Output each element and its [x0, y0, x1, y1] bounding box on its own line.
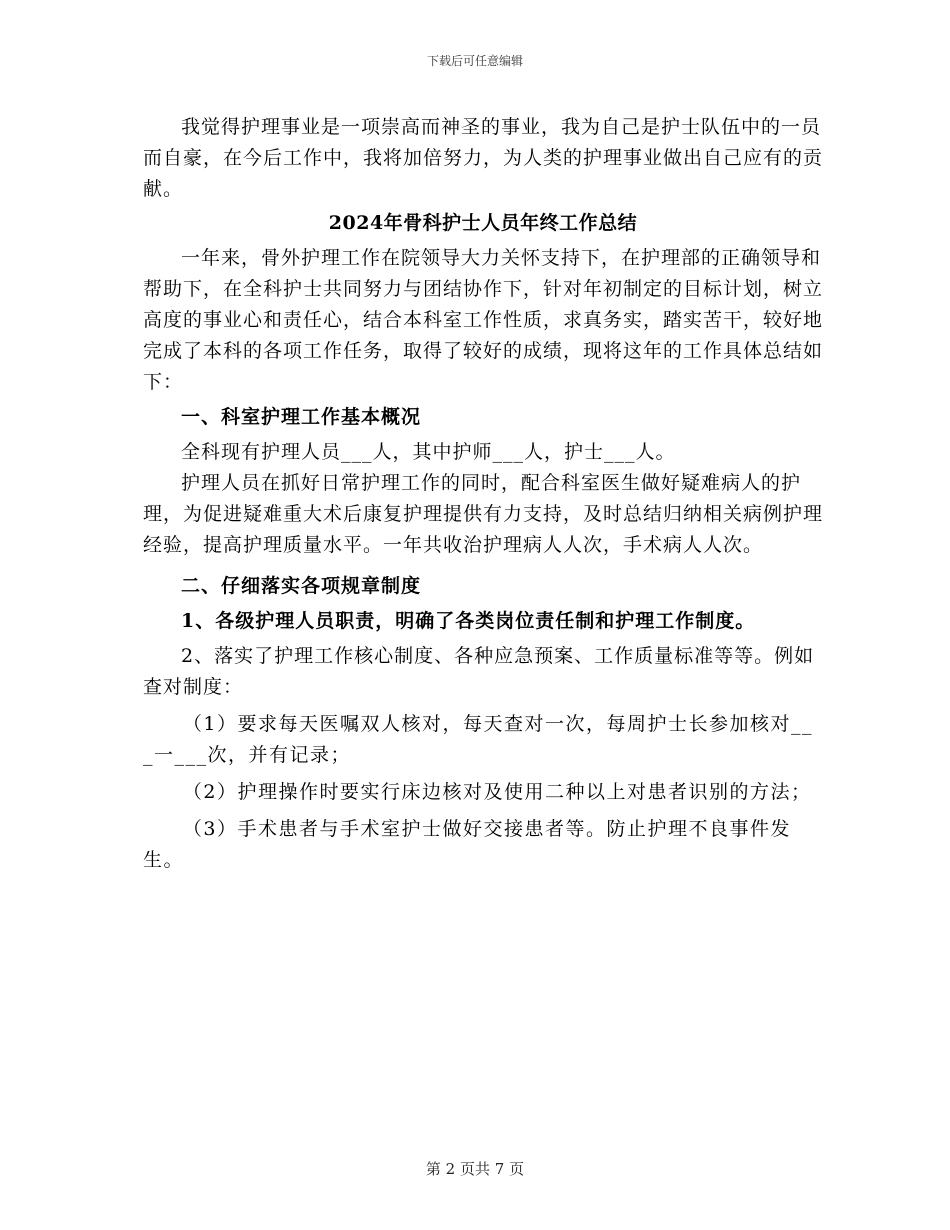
nursing-work-paragraph: 护理人员在抓好日常护理工作的同时，配合科室医生做好疑难病人的护理，为促进疑难重大术后康复护理提供有力支持，及时总结归纳相关病例护理经验，提高护理质量水平。一年共收治护理病人人次，手术病人人次。 — [143, 472, 824, 556]
staff-count-paragraph: 全科现有护理人员___人，其中护师___人，护士___人。 — [181, 441, 676, 463]
summary-paragraph: 一年来，骨外护理工作在院领导大力关怀支持下，在护理部的正确领导和帮助下，在全科护士共同努力与团结协作下，针对年初制定的目标计划，树立高度的事业心和责任心，结合本科室工作性质，求真务实，踏实苦干，较好地完成了本科的各项工作任务，取得了较好的成绩，现将这年的工作具体总结如下： — [143, 247, 824, 393]
section-heading-2: 二、仔细落实各项规章制度 — [181, 575, 422, 597]
page-footer: 第 2 页共 7 页 — [425, 1160, 525, 1178]
page-header: 下载后可任意编辑 — [426, 54, 523, 68]
intro-paragraph: 我觉得护理事业是一项崇高而神圣的事业，我为自己是护士队伍中的一员而自豪，在今后工作中，我将加倍努力，为人类的护理事业做出自己应有的贡献。 — [143, 116, 824, 200]
section-heading-1: 一、科室护理工作基本概况 — [181, 406, 422, 428]
check-item-1: （1）要求每天医嘱双人核对，每天查对一次，每周护士长参加核对___一___次，并有记录； — [143, 713, 813, 766]
document-body — [143, 112, 823, 876]
check-item-3: （3）手术患者与手术室护士做好交接患者等。防止护理不良事件发生。 — [143, 818, 791, 871]
check-item-2: （2）护理操作时要实行床边核对及使用二种以上对患者识别的方法； — [182, 781, 812, 803]
document-title: 2024年骨科护士人员年终工作总结 — [328, 212, 638, 234]
section-heading-3: 1、各级护理人员职责，明确了各类岗位责任制和护理工作制度。 — [181, 610, 756, 632]
core-system-paragraph: 2、落实了护理工作核心制度、各种应急预案、工作质量标准等等。例如查对制度： — [143, 645, 815, 698]
